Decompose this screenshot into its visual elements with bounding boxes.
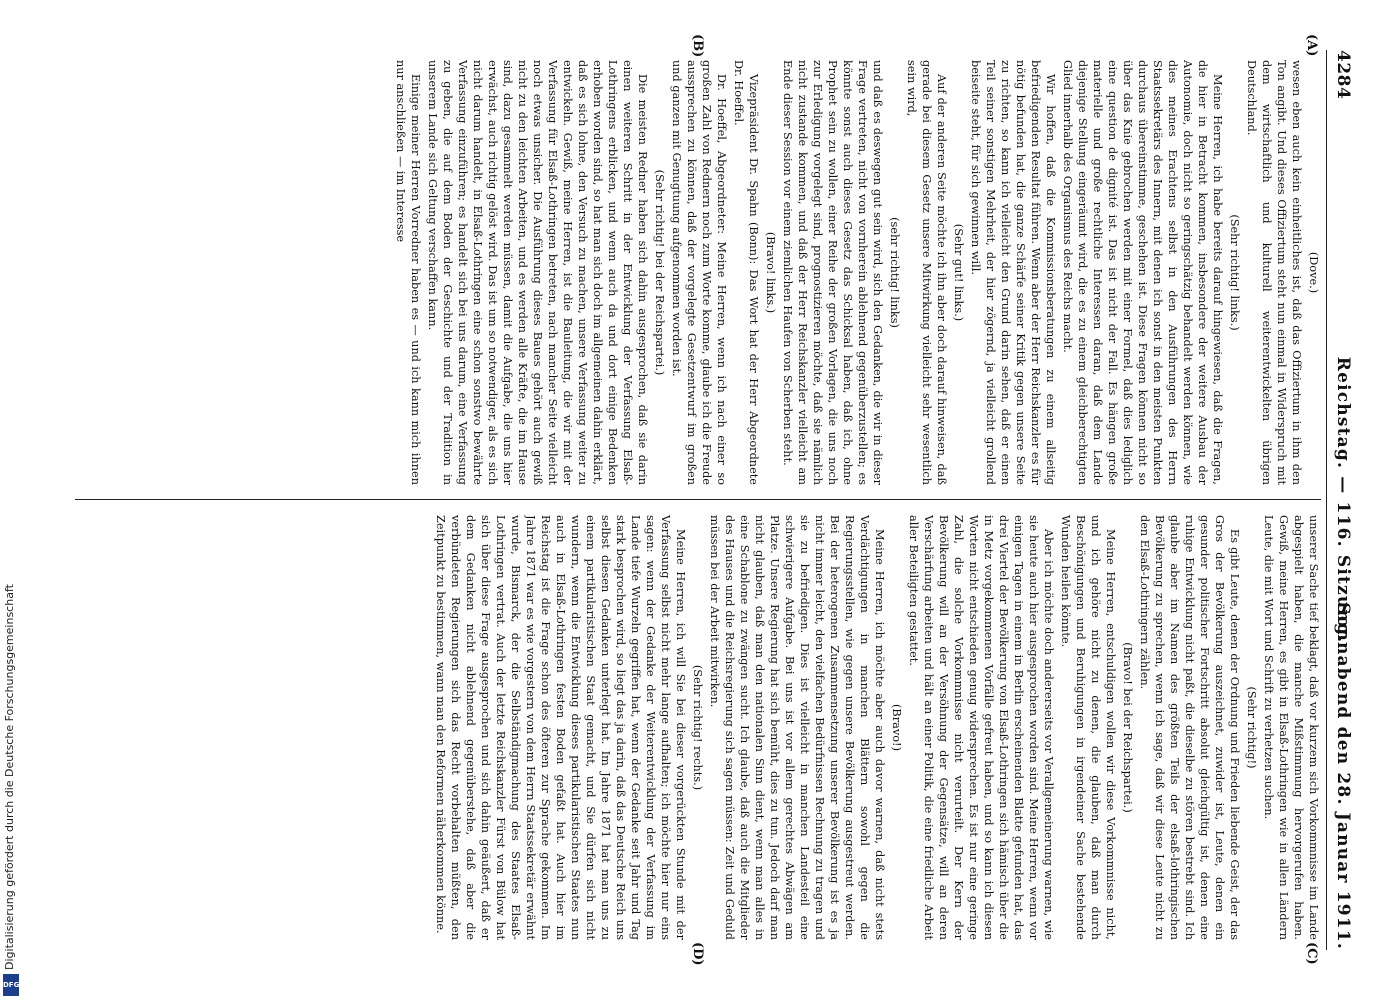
header-rule [1326,50,1327,950]
paragraph: Meine Herren, ich will Sie bei dieser vorgerückten Stunde mit der Verfassung selbst nicht mehr lange aufhalten; ich möchte hier nur eins sagen: wenn der Gedanke der Weiterentwicklung der Verfassung im Lande tiefe Wurzeln gegriffen hat, wenn der Gedanke seit Jahr und Tag stark besprochen wird, so liegt das ja darin, daß das Deutsche Reich uns selbst diesen Gedanken unterlegt hat. Im Jahre 1871 hat man uns zu einem partikularistischen Staat gemacht, und Sie dürfen sich nicht wundern, wenn die Entwicklung dieses partikularistischen Staates nun auch in Elsaß-Lothringen festen Boden gefaßt hat. Auch hier im Reichstag ist die Frage schon des öfteren zur Sprache gekommen. Im Jahre 1871 war es wie vorgestern von dem Herrn Staatssekretär erwähnt wurde, Bismarck, der die Selbständigmachung des Staates Elsaß-Lothringen vertrat. Auch der letzte Reichskanzler Fürst von Bülow hat sich über diese Frage ausgesprochen und sich dahin geäußert, daß er dem Gedanken nicht ablehnend gegenüberstehe, daß aber die verbündeten Regierungen sich das Recht vorbehalten müßten, den Zeitpunkt zu bestimmen, wann man den Reformen näherkommen könne. [434,515,687,940]
interjection: (Sehr gut! links.) [952,223,965,322]
paragraph: Meine Herren, entschuldigen wollen wir diese Vorkommnisse nicht, und ich gehöre nicht zu denen, die glauben, daß man durch Beschönigungen und Beruhigungen in irgendeiner Sache bestehende Wunden heilen könnte. [1059,515,1117,940]
paragraph: Meine Herren, ich möchte aber auch davor warnen, daß nicht stets Verdächtigungen in manchen Blättern sowohl gegen die Regierungsstellen, wie gegen unsere Bevölkerung ausgestreut werden. Bei der heterogenen Zusammensetzung unserer Bevölkerung ist es ja nicht immer leicht, den vielfachen Bedürfnissen Rechnung zu tragen und sie zu befriedigen. Dies ist vielleicht in manchen Landesteil eine schwierigere Aufgabe. Bei uns ist vor allem gerechtes Abwägen am Platze. Unsere Regierung hat sich bemüht, dies zu tun. Jedoch darf man nicht glauben, daß man den nationalen Sinn dient, wenn man alles in eine Schablone zu zwängen sucht. Ich glaube, daß auch die Mitglieder des Hauses und die Reichsregierung sich sagen müssen: Zeit und Geduld müssen bei der Arbeit mitwirken. [708,515,886,940]
paragraph: Vizepräsident Dr. Spahn (Bonn): Das Wort hat der Herr Abgeordnete Dr. Hoeffel. [732,60,760,485]
header-title: Reichstag. — 116. Sitzung. [1333,356,1353,644]
column-divider [75,499,1321,500]
page-number: 4284 [1333,50,1353,100]
interjection: (Sehr richtig!) [1245,686,1258,769]
paragraph: Wir hoffen, daß die Kommissionsberatungen zu einem allseitig befriedigenden Resultat führen. Wenn aber der Herr Reichskanzler es für nötig befunden hat, die ganze Schärfe seiner Kritik gegen unsere Seite zu richten, so kann ich vielleicht den Grund darin sehen, daß er einen Teil seiner sonstigen Mehrheit, der hier zögernd, ja vielleicht grollend beiseite steht, für sich gewinnen will. [969,60,1057,485]
credit-text: Digitalisierung gefördert durch die Deutsche Forschungsgemeinschaft [3,584,16,970]
paragraph: und daß es deswegen gut sein wird, sich den Gedanken, die wir in dieser Frage vertreten, nicht von vornherein ablehnend gegenüberzustellen; es könnte sonst auch dieses Gesetz das Schicksal haben, daß ich, ohne Prophet sein zu wollen, einer Reihe der großen Vorlagen, die uns noch zur Erledigung vorgelegt sind, prognostizieren möchte, daß sie nämlich nicht zustande kommen, und daß der Herr Reichskanzler vielleicht am Ende dieser Session vor einem ziemlichen Haufen von Scherben steht. [781,60,884,485]
digitization-credit [0,0,24,1000]
interjection: (Dove.) [1307,251,1320,294]
interjection: (Bravo! bei der Reichspartei.) [1121,642,1134,813]
paragraph: unserer Sache tief beklagt, daß vor kurzem sich Vorkommnisse im Lande abgespielt haben, die manche Mißstimmung hervorgerufen haben. Gewiß, meine Herren, es gibt in Elsaß-Lothringen wie in allen Ländern Leute, die mit Wort und Schrift zu verhetzen suchen. [1262,515,1320,940]
paragraph: Die meisten Redner haben sich dahin ausgesprochen, daß sie darin einen weiteren Schritt in der Entwicklung der Verfassung Elsaß-Lothringens erblicken, und wenn auch da und dort einige Bedenken erhoben worden sind, so hat man sich doch im allgemeinen dahin erklärt, daß es sich lohne, den Versuch zu machen, unsere Verfassung weiter zu entwickeln. Gewiß, meine Herren, ist die Bauleitung, die wir mit der Verfassung für Elsaß-Lothringen betreten, nach mancher Seite vielleicht noch etwas unsicher. Die Ausführung dieses Baues gehört auch gewiß nicht zu den leichten Arbeiten, und es werden alle Kräfte, die im Hause sind, dazu gesammelt werden müssen, damit die Aufgabe, die uns hier erwächst, auch richtig gelöst wird. Das ist um so notwendiger, als es sich nicht darum handelt, in Elsaß-Lothringen eine schon sonstwo bewährte Verfassung einzuführen; es handelt sich bei uns darum, eine Verfassung zu geben, die auf dem Boden der Geschichte und der Tradition in unserem Lande sich Geltung verschaffen kann. [426,60,649,485]
dfg-logo: DFG [3,974,19,996]
paragraph: Auf der anderen Seite möchte ich ihn aber doch darauf hinweisen, daß gerade bei diesem Gesetz unsere Mitwirkung vielleicht sehr wesentlich sein wird, [905,60,948,485]
interjection: (Bravo!) [890,704,903,751]
page-header [1329,50,1355,950]
interjection: (Bravo! links.) [764,231,777,314]
left-column [75,60,1321,485]
paragraph: Aber ich möchte doch andererseits vor Verallgemeinerung warnen, wie sie heute auch hier ausgesprochen worden sind. Meine Herren, wenn vor einigen Tagen in einem in Berlin erscheinenden Blatte gefunden hat, das drei Viertel der Bevölkerung von Elsaß-Lothringen sich hämisch über die in Metz vorgekommenen Vorfälle gefreut haben, und so kann ich diesen Worten nicht entschieden genug widersprechen. Es ist nur eine geringe Zahl, die solche Vorkommnisse nicht verurteilt. Der Kern der Bevölkerung will an der Versöhnung der Gegensätze, will an deren Verschärfung arbeiten und hält an einer Politik, die eine friedliche Arbeit aller Beteiligten gestattet. [907,515,1055,940]
margin-marker-d: (D) [690,942,705,966]
document-page [65,34,1355,966]
margin-marker-c: (C) [1304,942,1319,965]
header-date: Sonnabend den 28. Januar 1911. [1333,602,1353,950]
right-column [75,515,1321,940]
interjection: (Sehr richtig! links.) [1228,214,1241,331]
interjection: (Sehr richtig! bei der Reichspartei.) [653,169,666,376]
margin-marker-b: (B) [690,34,705,58]
paragraph: wesen eben auch kein einheitliches ist, daß das Offiziertum in ihm den Ton angibt. Und dieses Offiziertum steht nun einmal in Widerspruch mit dem wirtschaftlich und kulturell weiterentwickelten übrigen Deutschland. [1245,60,1303,485]
paragraph: Es gibt Leute, denen der Ordnung und Frieden liebende Geist, der das Gros der Bevölkerung auszeichnet, zuwider ist, Leute, denen ein gesunder politischer Fortschritt absolut gleichgültig ist, denen eine ruhige Entwicklung nicht paßt, die dieselbe zu stören bestrebt sind. Ich glaube aber im Namen des größten Teils der elsaß-lothringischen Bevölkerung zu sprechen, wenn ich sage, daß wir diese Leute nicht zu den Elsaß-Lothringern zählen. [1138,515,1241,940]
paragraph: Einige meiner Herren Vorredner haben es — und ich kann mich ihnen nur anschließen — im Interesse [394,60,422,485]
paragraph: Dr. Hoeffel, Abgeordneter: Meine Herren, wenn ich nach einer so großen Zahl von Rednern noch zum Worte komme, glaube ich die Freude aussprechen zu können, daß der vorgelegte Gesetzentwurf im großen und ganzen mit Genugtuung aufgenommen worden ist. [670,60,728,485]
interjection: (Sehr richtig! rechts.) [691,664,704,791]
margin-marker-a: (A) [1304,34,1319,57]
paragraph: Meine Herren, ich habe bereits darauf hingewiesen, daß die Fragen, die hier in Betracht kommen, insbesondere der weitere Ausbau der Autonomie, doch nicht so geringschätzig behandelt werden können, wie dies meines Erachtens selbst in den Ausführungen des Herrn Staatssekretärs des Innern, mit denen ich sonst in den meisten Punkten durchaus übereinstimme, geschehen ist. Diese Fragen können nicht so über das Knie gebrochen werden mit einer Formel, daß dies lediglich eine question de dignité ist. Das ist nicht der Fall. Es hängen große materielle und große rechtliche Interessen daran, daß dem Lande diejenige Stellung eingeräumt wird, die es zu einem gleichberechtigten Glied innerhalb des Organismus des Reichs macht. [1061,60,1224,485]
interjection: (sehr richtig! links) [888,217,901,328]
